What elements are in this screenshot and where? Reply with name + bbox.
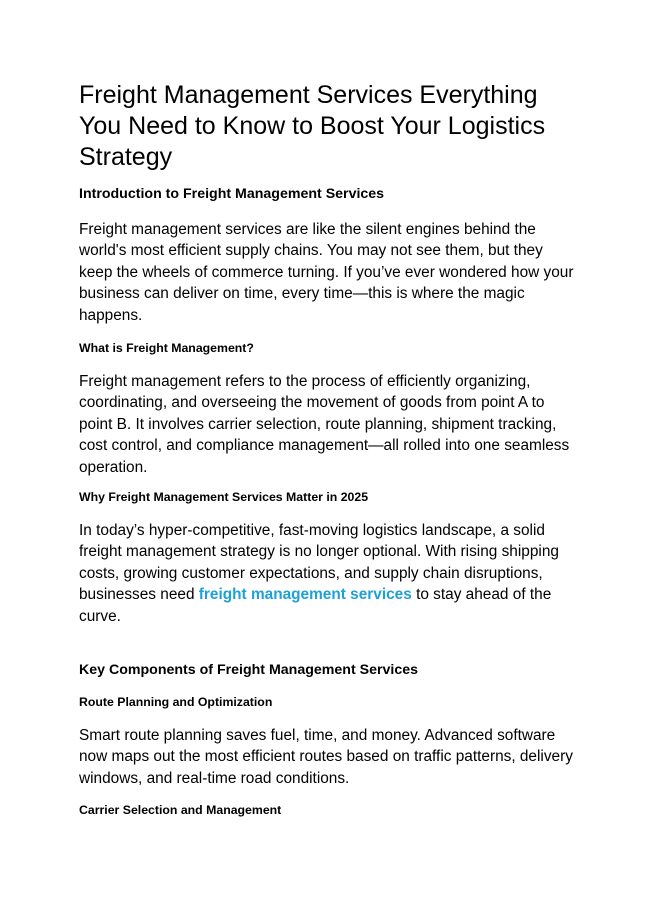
route-heading: Route Planning and Optimization (79, 695, 273, 709)
intro-paragraph: Freight management services are like the silent engines behind the world's most efficient supply chains. You may not see them, but they keep the wheels of commerce turning. If you’ve ever wondered how your business can deliver on time, every time—this is where the magic happens. (79, 221, 574, 324)
document-title: Freight Management Services Everything You Need to Know to Boost Your Logistics Strategy (79, 81, 546, 171)
route-paragraph: Smart route planning saves fuel, time, and money. Advanced software now maps out the most efficient routes based on traffic patterns, delivery windows, and real-time road conditions. (79, 727, 573, 787)
what-paragraph: Freight management refers to the process of efficiently organizing, coordinating, and overseeing the movement of goods from point A to point B. It involves carrier selection, route planning, shipment tracking, cost control, and compliance management—all rolled into one seamless operation. (79, 373, 570, 476)
why-text-before: In today’s hyper-competitive, fast-moving logistics landscape, a solid freight management strategy is no longer optional. With rising shipping costs, growing customer expectations, and supply chain disruptions, businesses need (79, 522, 559, 604)
what-heading: What is Freight Management? (79, 341, 254, 355)
freight-management-services-link[interactable]: freight management services (198, 586, 412, 604)
why-text-after: to stay ahead of the curve. (79, 586, 552, 625)
why-heading: Why Freight Management Services Matter in 2025 (79, 490, 369, 504)
why-paragraph (79, 520, 575, 627)
carrier-heading: Carrier Selection and Management (79, 803, 282, 817)
components-heading: Key Components of Freight Management Services (79, 662, 418, 678)
intro-heading: Introduction to Freight Management Services (79, 186, 385, 202)
